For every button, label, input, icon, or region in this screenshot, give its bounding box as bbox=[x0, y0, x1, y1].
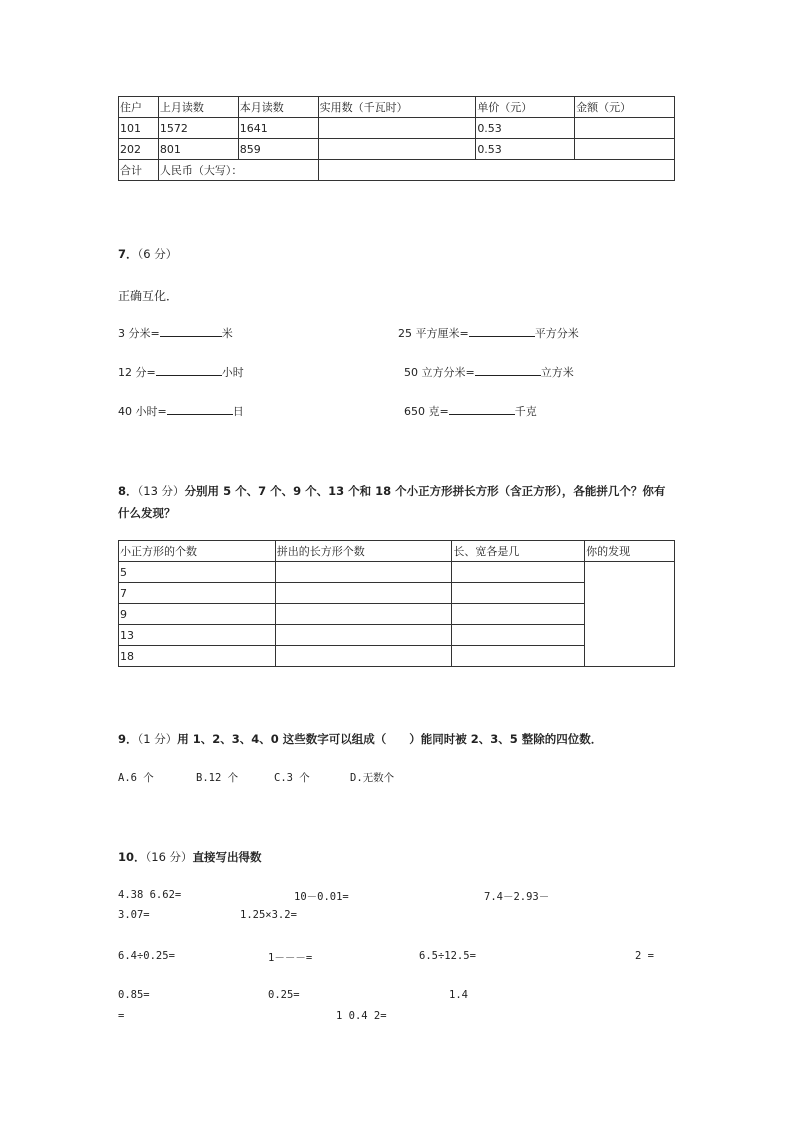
table-header-row bbox=[119, 541, 675, 562]
header-cell: 你的发现 bbox=[585, 541, 675, 562]
header-cell: 上月读数 bbox=[158, 97, 238, 118]
calc-item: 7.4－2.93－ bbox=[484, 891, 550, 903]
table-cell-blank[interactable] bbox=[275, 583, 452, 604]
table-row bbox=[119, 139, 675, 160]
table-cell: 18 bbox=[119, 646, 276, 667]
table-cell: 202 bbox=[119, 139, 159, 160]
q8-text-line1: 分别用 5 个、7 个、9 个、13 个和 18 个小正方形拼长方形（含正方形），各能拼几个？你有 bbox=[184, 484, 666, 498]
q9-option-b[interactable]: B.12 个 bbox=[196, 772, 239, 784]
header-cell: 长、宽各是几 bbox=[452, 541, 585, 562]
calc-item: 1.4 bbox=[449, 989, 468, 1001]
q7-instruction: 正确互化． bbox=[118, 289, 179, 303]
q10-instruction: 直接写出得数 bbox=[192, 850, 262, 864]
table-cell-blank[interactable] bbox=[452, 562, 585, 583]
table-cell-blank[interactable] bbox=[318, 118, 476, 139]
q7-number: 7． bbox=[118, 247, 138, 261]
total-rmb-label: 人民币（大写）： bbox=[158, 160, 318, 181]
calc-item: 0.25= bbox=[268, 989, 300, 1001]
table-row bbox=[119, 118, 675, 139]
table-cell-blank[interactable] bbox=[452, 646, 585, 667]
header-cell: 小正方形的个数 bbox=[119, 541, 276, 562]
table-cell-blank[interactable] bbox=[452, 583, 585, 604]
table-cell-blank[interactable] bbox=[452, 604, 585, 625]
table-cell-blank[interactable] bbox=[575, 118, 675, 139]
table-cell: 101 bbox=[119, 118, 159, 139]
q7-item: 3 分米= 米 bbox=[118, 327, 233, 340]
total-rmb-blank[interactable] bbox=[318, 160, 674, 181]
calc-item: 2 = bbox=[635, 950, 654, 962]
table-cell: 13 bbox=[119, 625, 276, 646]
answer-blank[interactable] bbox=[160, 325, 222, 337]
table-cell: 0.53 bbox=[476, 139, 575, 160]
q7-item: 50 立方分米= 立方米 bbox=[404, 366, 574, 379]
q8-points: （13 分） bbox=[137, 484, 185, 498]
header-cell: 拼出的长方形个数 bbox=[275, 541, 452, 562]
table-cell-blank[interactable] bbox=[275, 562, 452, 583]
table-cell: 1572 bbox=[158, 118, 238, 139]
table-row bbox=[119, 562, 675, 583]
calc-item: 1.25×3.2= bbox=[240, 909, 297, 921]
q9-points: （1 分） bbox=[137, 732, 178, 746]
calc-item: 0.85= bbox=[118, 989, 150, 1001]
answer-blank[interactable] bbox=[475, 364, 541, 376]
q10-points: （16 分） bbox=[145, 850, 193, 864]
table-cell: 0.53 bbox=[476, 118, 575, 139]
q9-option-d[interactable]: D.无数个 bbox=[350, 772, 395, 784]
findings-cell[interactable] bbox=[585, 562, 675, 667]
q9-title bbox=[118, 731, 602, 747]
calc-item: 1－－－= bbox=[268, 952, 313, 964]
rectangle-table bbox=[118, 540, 675, 667]
calc-item: 4.38 6.62= bbox=[118, 889, 182, 901]
q9-option-c[interactable]: C.3 个 bbox=[274, 772, 310, 784]
table-cell: 1641 bbox=[238, 118, 318, 139]
calc-item: 10－0.01= bbox=[294, 891, 349, 903]
table-cell-blank[interactable] bbox=[575, 139, 675, 160]
answer-blank[interactable] bbox=[156, 364, 222, 376]
total-row bbox=[119, 160, 675, 181]
table-cell-blank[interactable] bbox=[275, 625, 452, 646]
calc-item: 6.4÷0.25= bbox=[118, 950, 175, 962]
answer-blank[interactable] bbox=[449, 403, 515, 415]
table-cell-blank[interactable] bbox=[318, 139, 476, 160]
table-cell: 7 bbox=[119, 583, 276, 604]
total-label: 合计 bbox=[119, 160, 159, 181]
table-cell: 859 bbox=[238, 139, 318, 160]
q7-title bbox=[118, 246, 177, 262]
q8-number: 8． bbox=[118, 484, 138, 498]
q7-item: 650 克= 千克 bbox=[404, 405, 537, 418]
q10-title bbox=[118, 849, 262, 865]
calc-item: 6.5÷12.5= bbox=[419, 950, 476, 962]
q9-text: 用 1、2、3、4、0 这些数字可以组成（ ）能同时被 2、3、5 整除的四位数． bbox=[177, 732, 603, 746]
header-cell: 实用数（千瓦时） bbox=[318, 97, 476, 118]
header-cell: 住户 bbox=[119, 97, 159, 118]
header-cell: 金额（元） bbox=[575, 97, 675, 118]
calc-item: = bbox=[118, 1010, 125, 1022]
table-cell: 801 bbox=[158, 139, 238, 160]
table-header-row bbox=[119, 97, 675, 118]
calc-item: 3.07= bbox=[118, 909, 150, 921]
table-cell-blank[interactable] bbox=[275, 646, 452, 667]
table-cell-blank[interactable] bbox=[275, 604, 452, 625]
table-cell: 9 bbox=[119, 604, 276, 625]
electricity-table bbox=[118, 96, 675, 181]
header-cell: 单价（元） bbox=[476, 97, 575, 118]
q7-points: （6 分） bbox=[137, 247, 178, 261]
q7-item: 25 平方厘米= 平方分米 bbox=[398, 327, 579, 340]
q8-text-line2: 什么发现？ bbox=[118, 506, 176, 520]
calc-item: 1 0.4 2= bbox=[336, 1010, 387, 1022]
table-cell: 5 bbox=[119, 562, 276, 583]
q9-number: 9． bbox=[118, 732, 138, 746]
q10-number: 10． bbox=[118, 850, 146, 864]
answer-blank[interactable] bbox=[167, 403, 233, 415]
answer-blank[interactable] bbox=[469, 325, 535, 337]
q8-title bbox=[118, 483, 665, 499]
q7-item: 12 分= 小时 bbox=[118, 366, 244, 379]
table-cell-blank[interactable] bbox=[452, 625, 585, 646]
q9-option-a[interactable]: A.6 个 bbox=[118, 772, 154, 784]
q7-item: 40 小时= 日 bbox=[118, 405, 244, 418]
header-cell: 本月读数 bbox=[238, 97, 318, 118]
